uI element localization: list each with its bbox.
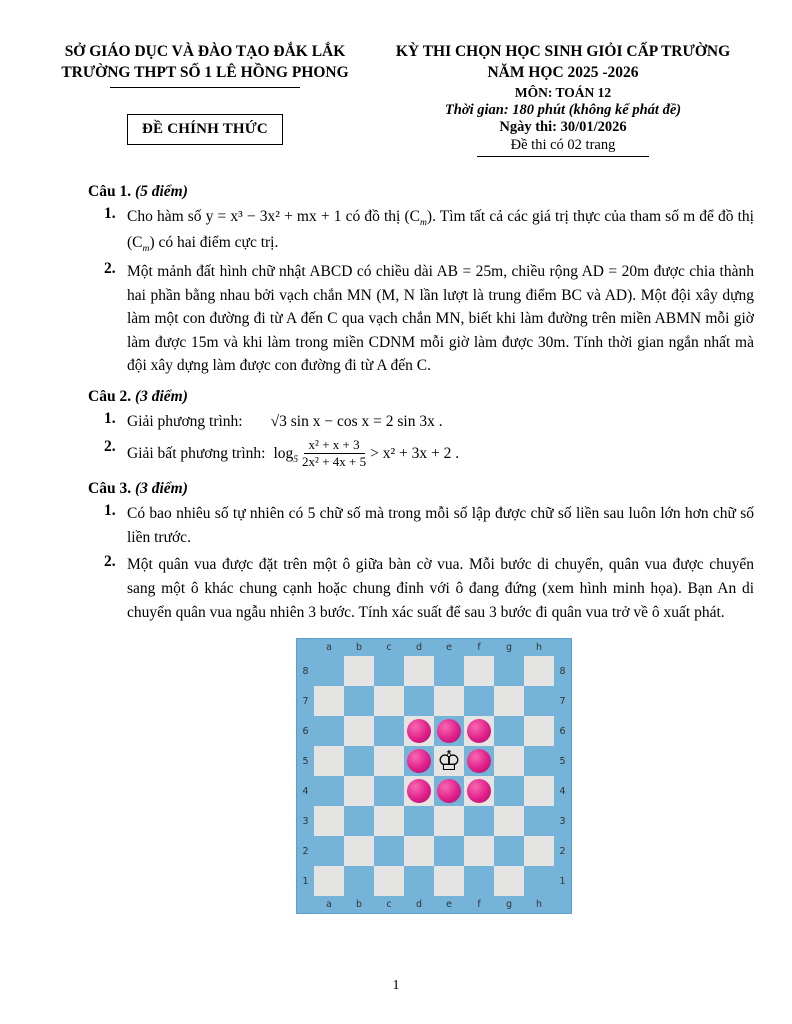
square-f5 xyxy=(464,746,494,776)
board-corner xyxy=(554,896,571,913)
square-d1 xyxy=(404,866,434,896)
file-label-d: d xyxy=(415,642,423,654)
square-a2 xyxy=(314,836,344,866)
square-h3 xyxy=(524,806,554,836)
file-label-b: b xyxy=(355,899,363,911)
move-marker xyxy=(467,749,491,773)
file-label-e: e xyxy=(446,899,452,911)
square-c5 xyxy=(374,746,404,776)
square-a6 xyxy=(314,716,344,746)
square-d8 xyxy=(404,656,434,686)
square-g6 xyxy=(494,716,524,746)
file-label-d: d xyxy=(415,899,423,911)
file-label-h: h xyxy=(535,642,543,654)
file-label-e: e xyxy=(446,642,452,654)
file-label-f: f xyxy=(477,642,481,654)
rank-label-4: 4 xyxy=(559,785,566,797)
item-text xyxy=(127,205,754,256)
square-f2 xyxy=(464,836,494,866)
rank-label-5: 5 xyxy=(302,755,309,767)
square-e2 xyxy=(434,836,464,866)
question-3-title xyxy=(88,480,754,498)
question-3-item-2 xyxy=(104,553,754,624)
square-g4 xyxy=(494,776,524,806)
inequality-label: Giải bất phương trình: xyxy=(127,444,266,462)
board-corner xyxy=(297,639,314,656)
question-2-item-2 xyxy=(104,438,754,471)
school-year: NĂM HỌC 2025 -2026 xyxy=(487,63,639,81)
square-g3 xyxy=(494,806,524,836)
square-e8 xyxy=(434,656,464,686)
square-b7 xyxy=(344,686,374,716)
question-2-title xyxy=(88,388,754,406)
rank-label-6: 6 xyxy=(559,725,566,737)
rank-label-8: 8 xyxy=(302,665,309,677)
exam-date-line: Ngày thi: 30/01/2026 xyxy=(499,118,627,135)
exam-body xyxy=(40,183,756,914)
department-name: SỞ GIÁO DỤC VÀ ĐÀO TẠO ĐẮK LẮK xyxy=(64,43,346,60)
rank-label-2: 2 xyxy=(559,845,566,857)
square-d7 xyxy=(404,686,434,716)
square-c8 xyxy=(374,656,404,686)
square-h6 xyxy=(524,716,554,746)
king-piece: ♔ xyxy=(436,745,462,777)
header xyxy=(40,42,756,157)
square-e6 xyxy=(434,716,464,746)
square-a8 xyxy=(314,656,344,686)
square-g7 xyxy=(494,686,524,716)
square-c7 xyxy=(374,686,404,716)
rank-label-5: 5 xyxy=(559,755,566,767)
official-exam-stamp: ĐỀ CHÍNH THỨC xyxy=(127,114,283,145)
square-a7 xyxy=(314,686,344,716)
item-number: 2. xyxy=(104,553,116,571)
page-number: 1 xyxy=(392,978,400,993)
square-e7 xyxy=(434,686,464,716)
square-a5 xyxy=(314,746,344,776)
trig-equation: √3 sin x − cos x = 2 sin 3x . xyxy=(270,412,443,430)
item-number: 1. xyxy=(104,409,116,427)
item-number: 1. xyxy=(104,502,116,520)
header-right xyxy=(370,42,756,157)
square-f8 xyxy=(464,656,494,686)
square-c3 xyxy=(374,806,404,836)
square-c4 xyxy=(374,776,404,806)
square-d6 xyxy=(404,716,434,746)
file-label-g: g xyxy=(505,899,513,911)
square-d5 xyxy=(404,746,434,776)
subscript-m: m xyxy=(419,216,427,228)
question-3-name: Câu 3. xyxy=(88,480,132,498)
rank-label-2: 2 xyxy=(302,845,309,857)
header-left xyxy=(40,42,370,157)
rank-label-1: 1 xyxy=(302,875,309,887)
square-b2 xyxy=(344,836,374,866)
square-g5 xyxy=(494,746,524,776)
square-c6 xyxy=(374,716,404,746)
square-e4 xyxy=(434,776,464,806)
square-b5 xyxy=(344,746,374,776)
pages-note-row xyxy=(370,137,756,157)
fraction-numerator: x² + x + 3 xyxy=(304,438,365,455)
question-1-name: Câu 1. xyxy=(88,182,132,200)
inequality-rhs: > x² + 3x + 2 . xyxy=(370,444,460,462)
rank-label-3: 3 xyxy=(302,815,309,827)
file-label-h: h xyxy=(535,899,543,911)
chessboard-figure xyxy=(296,638,754,914)
square-b4 xyxy=(344,776,374,806)
square-b8 xyxy=(344,656,374,686)
square-a4 xyxy=(314,776,344,806)
board-corner xyxy=(297,896,314,913)
file-label-g: g xyxy=(505,642,513,654)
file-label-c: c xyxy=(386,642,392,654)
square-h8 xyxy=(524,656,554,686)
file-label-c: c xyxy=(386,899,392,911)
question-1-points: (5 điểm) xyxy=(134,182,188,200)
square-f7 xyxy=(464,686,494,716)
square-a3 xyxy=(314,806,344,836)
file-label-a: a xyxy=(326,899,332,911)
rank-label-3: 3 xyxy=(559,815,566,827)
move-marker xyxy=(407,719,431,743)
rank-label-6: 6 xyxy=(302,725,309,737)
file-label-a: a xyxy=(326,642,332,654)
item-number: 2. xyxy=(104,260,116,278)
subject-line: MÔN: TOÁN 12 xyxy=(514,84,612,100)
square-e1 xyxy=(434,866,464,896)
item-number: 2. xyxy=(104,437,116,455)
move-marker xyxy=(467,719,491,743)
square-f1 xyxy=(464,866,494,896)
exam-title: KỲ THI CHỌN HỌC SINH GIỎI CẤP TRƯỜNG xyxy=(395,43,731,60)
square-f6 xyxy=(464,716,494,746)
log-expression xyxy=(273,444,299,465)
log-base: 5 xyxy=(293,453,299,465)
school-name: TRƯỜNG THPT SỐ 1 LÊ HỒNG PHONG xyxy=(61,63,349,81)
square-c1 xyxy=(374,866,404,896)
fraction xyxy=(302,438,366,471)
duration-line: Thời gian: 180 phút (không kể phát đề) xyxy=(444,101,682,118)
question-3-points: (3 điểm) xyxy=(134,480,188,498)
square-f3 xyxy=(464,806,494,836)
square-g2 xyxy=(494,836,524,866)
move-marker xyxy=(467,779,491,803)
fraction-denominator: 2x² + 4x + 5 xyxy=(302,454,367,470)
rank-label-4: 4 xyxy=(302,785,309,797)
square-g8 xyxy=(494,656,524,686)
question-2-item-1 xyxy=(104,410,754,434)
equation-label: Giải phương trình: xyxy=(127,412,243,430)
square-g1 xyxy=(494,866,524,896)
square-b6 xyxy=(344,716,374,746)
question-2-name: Câu 2. xyxy=(88,387,132,405)
question-1-title xyxy=(88,183,754,201)
pages-note: Đề thi có 02 trang xyxy=(477,137,650,157)
square-h4 xyxy=(524,776,554,806)
square-e3 xyxy=(434,806,464,836)
file-label-f: f xyxy=(477,899,481,911)
square-f4 xyxy=(464,776,494,806)
square-b3 xyxy=(344,806,374,836)
question-1-item-2 xyxy=(104,260,754,378)
square-d2 xyxy=(404,836,434,866)
square-h7 xyxy=(524,686,554,716)
file-label-b: b xyxy=(355,642,363,654)
rank-label-1: 1 xyxy=(559,875,566,887)
square-d4 xyxy=(404,776,434,806)
item-text xyxy=(127,410,754,434)
rank-label-7: 7 xyxy=(302,695,309,707)
text-part: ). Tìm tất cả các giá trị thực của tham số m để đồ thị (C xyxy=(127,207,754,251)
square-e5 xyxy=(434,746,464,776)
chessboard xyxy=(296,638,572,914)
question-2-points: (3 điểm) xyxy=(134,387,188,405)
board-corner xyxy=(554,639,571,656)
rank-label-7: 7 xyxy=(559,695,566,707)
square-c2 xyxy=(374,836,404,866)
move-marker xyxy=(407,779,431,803)
item-text: Có bao nhiêu số tự nhiên có 5 chữ số mà trong mỗi số lập được chữ số liền sau luôn lớn hơn chữ số liền trước. xyxy=(127,505,754,546)
question-1-item-1 xyxy=(104,205,754,256)
item-text: Một mảnh đất hình chữ nhật ABCD có chiều dài AB = 25m, chiều rộng AD = 20m được chia thành hai phần bằng nhau bởi vạch chắn MN (M, N lần lượt là trung điểm BC và AD). Một đội xây dựng làm một con đường đi từ A đến C qua vạch chắn MN, biết khi làm đường trên miền ABMN mỗi giờ làm được 15m và khi làm trong miền CDNM mỗi giờ làm được 30m. Tính thời gian ngắn nhất mà đội xây dựng làm được con đường đi từ A đến C. xyxy=(127,263,754,375)
item-text xyxy=(127,438,754,471)
rank-label-8: 8 xyxy=(559,665,566,677)
text-part: Cho hàm số y = x³ − 3x² + mx + 1 có đồ thị (C xyxy=(127,207,420,225)
square-h2 xyxy=(524,836,554,866)
square-h1 xyxy=(524,866,554,896)
move-marker xyxy=(437,779,461,803)
square-b1 xyxy=(344,866,374,896)
question-3-item-1 xyxy=(104,502,754,549)
item-number: 1. xyxy=(104,204,116,222)
move-marker xyxy=(437,719,461,743)
subscript-m: m xyxy=(142,242,150,254)
move-marker xyxy=(407,749,431,773)
square-d3 xyxy=(404,806,434,836)
square-h5 xyxy=(524,746,554,776)
text-part: ) có hai điểm cực trị. xyxy=(149,233,279,251)
square-a1 xyxy=(314,866,344,896)
item-text: Một quân vua được đặt trên một ô giữa bàn cờ vua. Mỗi bước di chuyển, quân vua được chuyển sang một ô khác chung cạnh hoặc chung đỉnh với ô đang đứng (xem hình minh họa). Bạn An di chuyển quân vua ngẫu nhiên 3 bước. Tính xác suất để sau 3 bước đi quân vua trở về ô xuất phát. xyxy=(127,556,754,621)
log-text: log xyxy=(273,444,294,462)
